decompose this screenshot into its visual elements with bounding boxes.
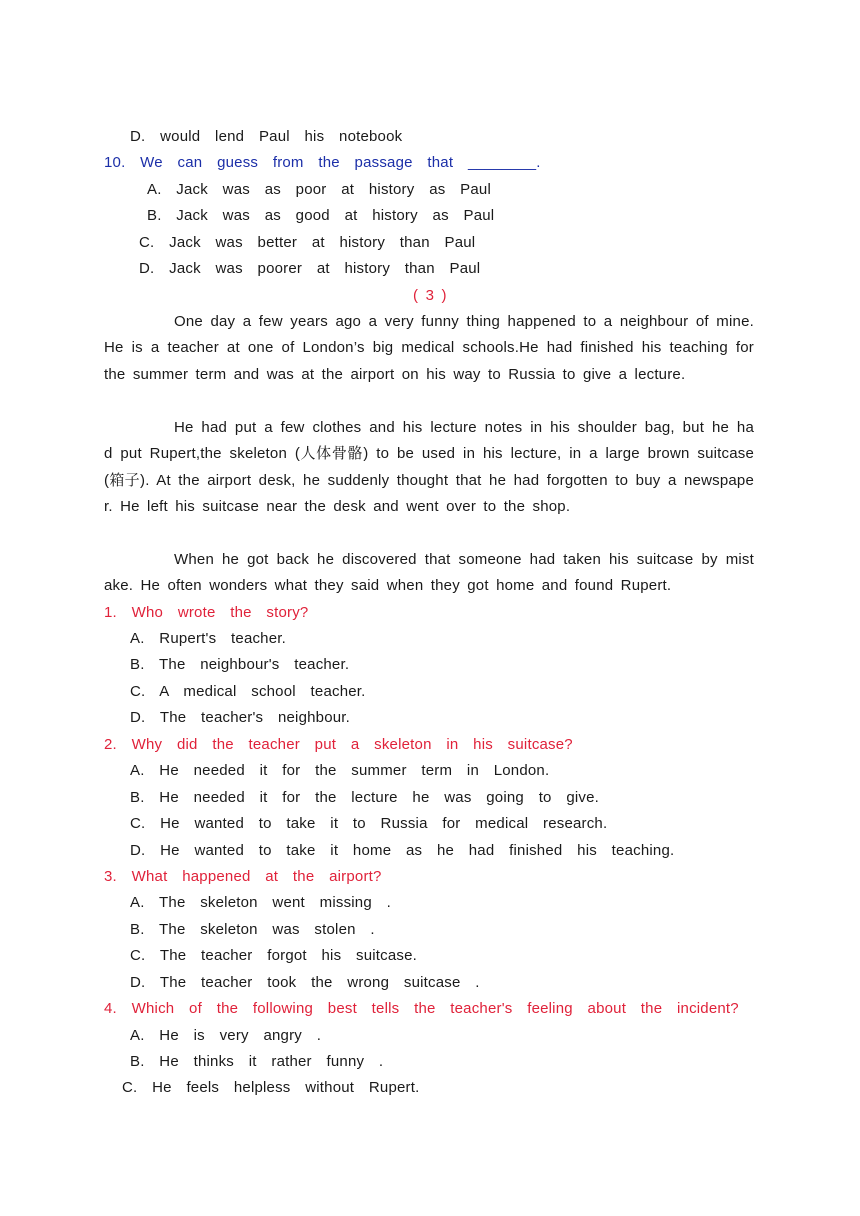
question-1: 1. Who wrote the story? — [104, 604, 309, 621]
passage-paragraph-3-text: When he got back he discovered that someone had taken his suitcase by mistake. He often wonders what they said when they got home and found Rupert. — [104, 551, 754, 595]
question-1-option-c: C. A medical school teacher. — [130, 683, 366, 700]
passage-paragraph-3 — [104, 547, 754, 600]
question-4: 4. Which of the following best tells the teacher's feeling about the incident? — [104, 1000, 739, 1017]
q10-option-c: C. Jack was better at history than Paul — [139, 234, 476, 251]
question-4-option-a: A. He is very angry . — [130, 1027, 322, 1044]
question-1-option-b: B. The neighbour's teacher. — [130, 656, 350, 673]
question-3-option-d: D. The teacher took the wrong suitcase . — [130, 974, 480, 991]
question-2-option-b: B. He needed it for the lecture he was going to give. — [130, 789, 600, 806]
question-2-option-d: D. He wanted to take it home as he had finished his teaching. — [130, 842, 675, 859]
question-4-option-b: B. He thinks it rather funny . — [130, 1053, 384, 1070]
question-3-option-a: A. The skeleton went missing . — [130, 894, 391, 911]
q10-question: 10. We can guess from the passage that ________. — [104, 154, 541, 171]
q10-option-d: D. Jack was poorer at history than Paul — [139, 260, 481, 277]
question-1-option-a: A. Rupert's teacher. — [130, 630, 286, 647]
question-2: 2. Why did the teacher put a skeleton in his suitcase? — [104, 736, 573, 753]
question-1-option-d: D. The teacher's neighbour. — [130, 709, 351, 726]
passage-paragraph-1 — [104, 309, 754, 388]
question-3-option-c: C. The teacher forgot his suitcase. — [130, 947, 418, 964]
passage-paragraph-2-text: He had put a few clothes and his lecture notes in his shoulder bag, but he had put Rupert,the skeleton (人体骨骼) to be used in his lecture, in a large brown suitcase (箱子). At the airport desk, he suddenly thought that he had forgotten to buy a newspaper. He left his suitcase near the desk and went over to the shop. — [104, 419, 754, 516]
question-2-option-c: C. He wanted to take it to Russia for medical research. — [130, 815, 608, 832]
question-4-option-c: C. He feels helpless without Rupert. — [122, 1079, 420, 1096]
section-heading: ( 3 ) — [413, 287, 447, 304]
q9-option-d: D. would lend Paul his notebook — [130, 128, 403, 145]
question-3: 3. What happened at the airport? — [104, 868, 382, 885]
passage-paragraph-1-text: One day a few years ago a very funny thing happened to a neighbour of mine. He is a teacher at one of London’s big medical schools.He had finished his teaching for the summer term and was at the airport on his way to Russia to give a lecture. — [104, 313, 754, 383]
q10-option-b: B. Jack was as good at history as Paul — [147, 207, 495, 224]
question-2-option-a: A. He needed it for the summer term in London. — [130, 762, 550, 779]
q10-option-a: A. Jack was as poor at history as Paul — [147, 181, 491, 198]
question-3-option-b: B. The skeleton was stolen . — [130, 921, 375, 938]
passage-paragraph-2 — [104, 415, 754, 521]
